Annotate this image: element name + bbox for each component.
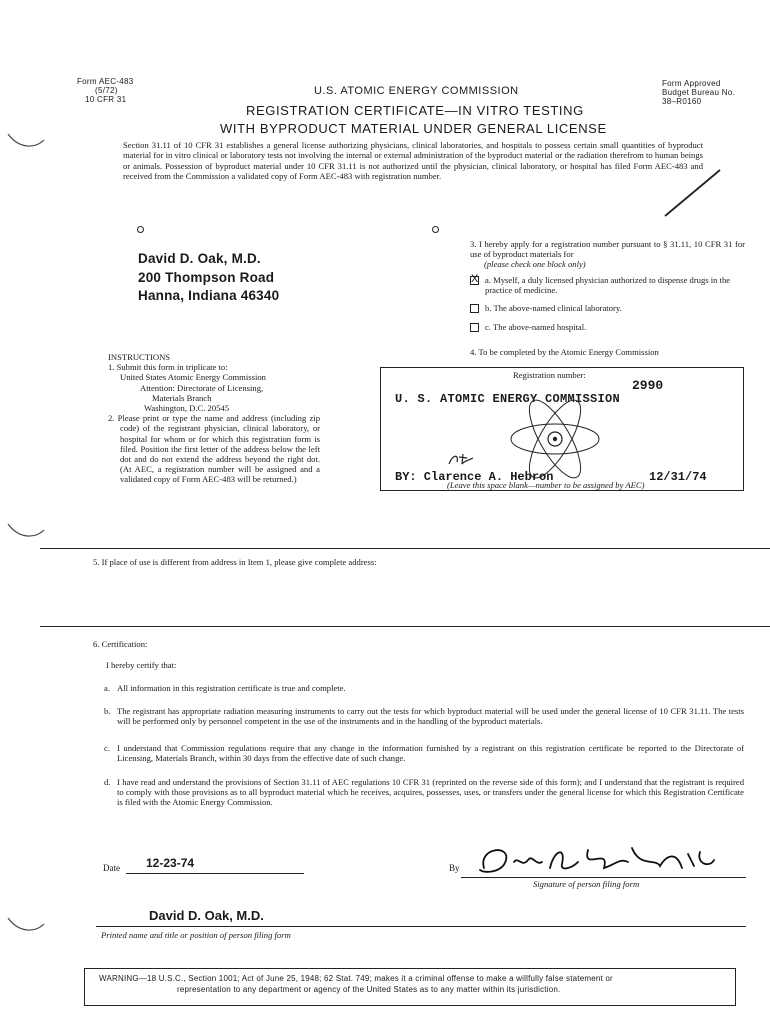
intro-line: material under 10 CFR 31.11 is not authorized until the physician, clinical laboratory, or hospital has filed Form AEC-483 and	[253, 160, 703, 171]
left-address-dot	[137, 226, 144, 233]
option-a-checkbox[interactable]	[470, 276, 479, 285]
handwritten-signature[interactable]	[470, 838, 720, 880]
agency-name: U.S. ATOMIC ENERGY COMMISSION	[314, 85, 519, 97]
section-divider	[40, 548, 770, 549]
section-divider	[40, 626, 770, 627]
registration-number-label: Registration number:	[513, 370, 586, 380]
certification-item-b: b. The registrant has appropriate radiation measuring instruments to carry out the tests for which byproduct material will be used under the general license of 10 CFR 31.11. The tests will be performed only by personnel competent in the use of the instruments and in the handling of the byproduct materials.	[104, 706, 744, 727]
intro-line: received from the Commission a validated copy of Form AEC-483 with registration number.	[123, 171, 442, 182]
option-c-label: c. The above-named hospital.	[485, 322, 587, 333]
margin-mark	[6, 520, 46, 544]
option-b-label: b. The above-named clinical laboratory.	[485, 303, 622, 314]
intro-paragraph	[123, 140, 703, 182]
approval-line-2: Budget Bureau No.	[662, 88, 736, 97]
registrant-city[interactable]: Hanna, Indiana 46340	[138, 288, 280, 303]
item-3-note: (please check one block only)	[484, 259, 586, 270]
margin-stroke	[662, 168, 722, 220]
certification-heading: 6. Certification:	[93, 639, 148, 649]
printed-name[interactable]: David D. Oak, M.D.	[149, 908, 264, 923]
by-label: By	[449, 863, 460, 873]
option-a-row[interactable]	[470, 275, 745, 295]
intro-line: certain small quantities of byproduct material for in vitro clinical or laboratory tests not involving the internal or external	[123, 140, 703, 161]
certification-b-text: The registrant has appropriate radiation measuring instruments to carry out the tests for which byproduct material will be used under the general license of 10 CFR 31.11. The tests will be performed only by personnel competent in the use of the instruments and in the handling of the byproduct materials.	[117, 706, 744, 727]
intro-line: administration of the byproduct material or the radiation therefrom to human beings or animals. Possession of byproduct	[123, 150, 703, 171]
printed-name-line	[96, 926, 746, 927]
form-id	[77, 77, 134, 104]
right-address-dot	[432, 226, 439, 233]
warning-line-1: WARNING—18 U.S.C., Section 1001; Act of June 25, 1948; 62 Stat. 749; makes it a criminal offense to make a willfully false statement or	[99, 974, 613, 983]
handwritten-initials	[447, 452, 477, 468]
date-label: Date	[103, 863, 120, 873]
form-title-line-2: WITH BYPRODUCT MATERIAL UNDER GENERAL LICENSE	[220, 121, 607, 136]
address-line: Materials Branch	[152, 392, 212, 403]
registration-box	[380, 367, 744, 491]
item-5-label: 5. If place of use is different from address in Item 1, please give complete address:	[93, 557, 377, 567]
item-4-heading: 4. To be completed by the Atomic Energy Commission	[470, 347, 659, 357]
date-line	[126, 873, 304, 874]
signature-line	[461, 877, 746, 878]
margin-mark	[6, 130, 46, 154]
option-b-row[interactable]	[470, 303, 745, 313]
warning-line-2: representation to any department or agency of the United States as to any matter within its jurisdiction.	[177, 985, 561, 994]
address-line: United States Atomic Energy Commission	[120, 372, 266, 383]
date-value[interactable]: 12-23-74	[146, 856, 195, 870]
registration-date: 12/31/74	[649, 470, 707, 484]
certification-a-text: All information in this registration certificate is true and complete.	[117, 683, 346, 693]
certification-intro: I hereby certify that:	[106, 660, 177, 670]
form-revision: (5/72)	[95, 86, 118, 95]
certification-item-c: c. I understand that Commission regulations require that any change in the information furnished by a registrant on this registration certificate be reported to the Directorate of Licensing, Materials Branch, within 30 days from the effective date of such change.	[104, 743, 744, 764]
form-number: Form AEC-483	[77, 77, 134, 86]
option-b-checkbox[interactable]	[470, 304, 479, 313]
instructions-heading: INSTRUCTIONS	[108, 352, 171, 362]
registrant-name[interactable]: David D. Oak, M.D.	[138, 251, 261, 266]
instructions	[108, 352, 320, 485]
leave-blank-note: (Leave this space blank—number to be assigned by AEC)	[447, 480, 645, 490]
registrant-street[interactable]: 200 Thompson Road	[138, 270, 275, 285]
option-c-row[interactable]	[470, 322, 745, 332]
intro-line: Section 31.11 of 10 CFR 31 establishes a general license authorizing physicians, clinical laboratories, and hospitals to possess	[123, 140, 571, 150]
warning-box	[84, 968, 736, 1006]
aec-stamp: U. S. ATOMIC ENERGY COMMISSION	[395, 392, 621, 406]
item-3-heading: 3. I hereby apply for a registration number pursuant to § 31.11, 10 CFR 31 for use of byproduct materials for	[470, 239, 745, 260]
option-a-label: a. Myself, a duly licensed physician authorized to dispense drugs in the practice of medicine.	[485, 274, 731, 295]
signature-caption: Signature of person filing form	[533, 879, 640, 889]
approval-line-3: 38–R0160	[662, 97, 702, 106]
certification-item-d: d. I have read and understand the provisions of Section 31.11 of AEC regulations 10 CFR 31 (reprinted on the reverse side of this form); and I understand that the registrant is required to comply with those provisions as to all byproduct material which he receives, acquires, possesses, uses, or transfers under the general license for which this Registration Certificate is filed with the Atomic Energy Commission.	[104, 777, 744, 808]
form-cfr: 10 CFR 31	[85, 95, 127, 104]
approval-line-1: Form Approved	[662, 79, 721, 88]
option-c-checkbox[interactable]	[470, 323, 479, 332]
certification-c-text: I understand that Commission regulations require that any change in the information furnished by a registrant on this registration certificate be reported to the Directorate of Licensing, Materials Branch, within 30 days from the effective date of such change.	[117, 743, 744, 764]
printed-name-caption: Printed name and title or position of person filing form	[101, 930, 291, 940]
address-line: Washington, D.C. 20545	[144, 403, 230, 414]
registration-number: 2990	[632, 378, 664, 393]
instructions-step-1: 1. Submit this form in triplicate to:	[108, 362, 228, 373]
address-line: Attention: Directorate of Licensing,	[140, 382, 264, 393]
certification-d-text: I have read and understand the provisions of Section 31.11 of AEC regulations 10 CFR 31 (reprinted on the reverse side of this form); and I understand that the registrant is required to comply with those provisions as to all byproduct material which he receives, acquires, possesses, uses, or transfers under the general license for which this Registration Certificate is filed with the Atomic Energy Commission.	[117, 777, 744, 808]
margin-mark	[6, 914, 46, 938]
certification-item-a: a. All information in this registration certificate is true and complete.	[104, 683, 346, 693]
approval-block	[662, 79, 735, 106]
registration-signed-by: BY: Clarence A. Hebron	[395, 470, 554, 484]
aec-address	[108, 372, 320, 413]
item-3-application	[470, 239, 745, 332]
form-title-line-1: REGISTRATION CERTIFICATE—IN VITRO TESTING	[246, 103, 584, 118]
instructions-step-2: 2. Please print or type the name and address (including zip code) of the registrant physician, clinical laboratory, or hospital for whom or for which this registration form is filed. Position the first letter of the address below the left dot and do not extend the address beyond the right dot. (At AEC, a registration number will be assigned and a validated copy of Form AEC-483 will be returned.)	[108, 413, 320, 485]
